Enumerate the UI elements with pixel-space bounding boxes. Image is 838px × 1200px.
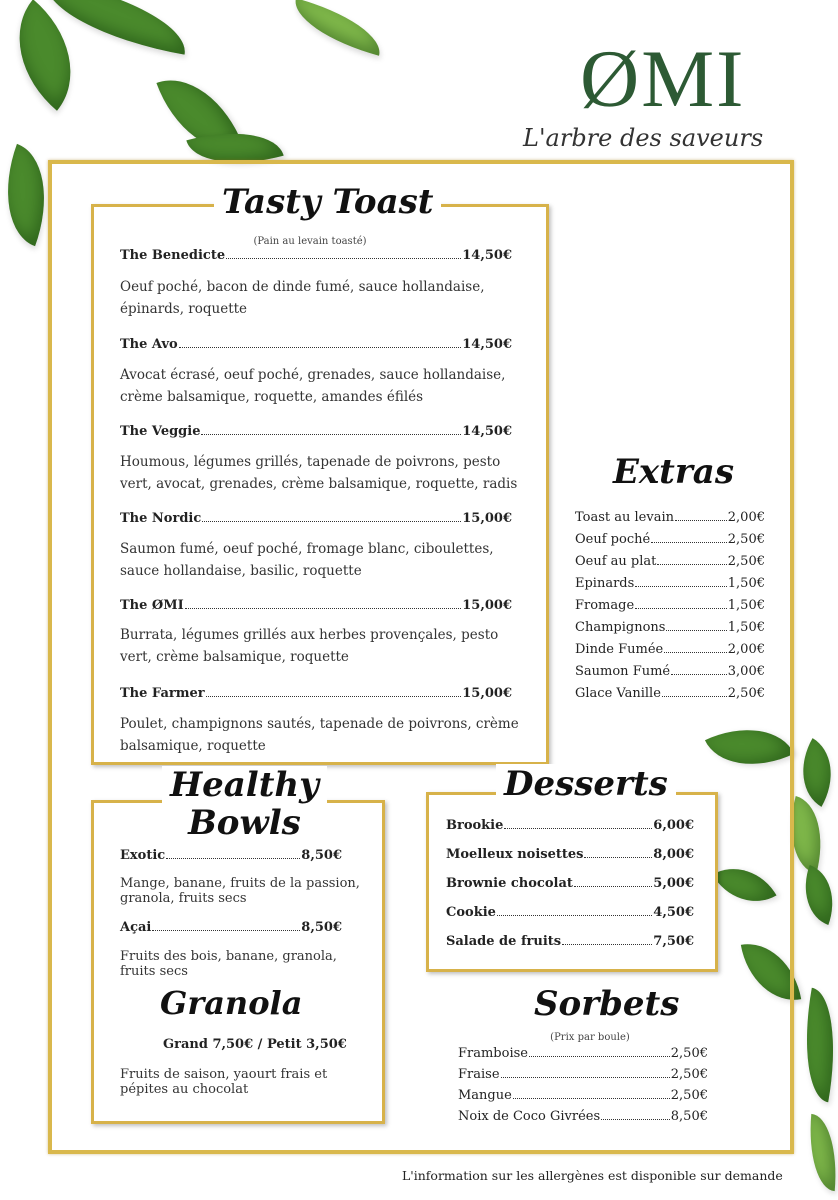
sorbets-subtitle: (Prix par boule) (550, 1032, 630, 1043)
sorbet-item (458, 1088, 708, 1103)
desc-line: épinards, roquette (120, 301, 248, 317)
desserts-title: Desserts (496, 764, 676, 804)
item-description (120, 713, 519, 757)
extra-item (575, 664, 765, 679)
dot-leader (671, 664, 727, 675)
item-price: 2,50€ (727, 686, 765, 701)
item-name: Fraise (458, 1067, 500, 1082)
dot-leader (501, 1067, 670, 1078)
menu-item (120, 848, 342, 863)
dot-leader (202, 511, 461, 522)
item-price: 2,00€ (727, 642, 765, 657)
dot-leader (657, 554, 726, 565)
item-price: 2,00€ (727, 510, 765, 525)
dot-leader (497, 905, 652, 916)
item-price: 3,00€ (727, 664, 765, 679)
sorbet-item (458, 1109, 708, 1124)
item-description (120, 364, 505, 408)
desc-line: sauce hollandaise, basilic, roquette (120, 563, 362, 579)
healthy-bowls-title (162, 766, 327, 842)
sorbet-item (458, 1046, 708, 1061)
dessert-item (446, 934, 694, 949)
item-name: Toast au levain (575, 510, 674, 525)
dot-leader (179, 337, 462, 348)
granola-sizes: Grand 7,50€ / Petit 3,50€ (163, 1037, 347, 1052)
item-price: 5,00€ (653, 876, 694, 891)
item-price: 2,50€ (670, 1046, 708, 1061)
item-name: Fromage (575, 598, 635, 613)
item-description (120, 876, 360, 906)
desc-line: Fruits de saison, yaourt frais et (120, 1067, 328, 1082)
dot-leader (574, 876, 652, 887)
dot-leader (666, 620, 726, 631)
item-price: 8,50€ (670, 1109, 708, 1124)
menu-item (120, 598, 512, 613)
dessert-item (446, 818, 694, 833)
item-description (120, 949, 337, 979)
item-price: 2,50€ (670, 1088, 708, 1103)
dot-leader (504, 818, 652, 829)
dot-leader (152, 920, 300, 931)
dot-leader (185, 598, 462, 609)
desc-line: Mange, banane, fruits de la passion, (120, 876, 360, 891)
extra-item (575, 554, 765, 569)
item-name: The Avo (120, 337, 178, 352)
extra-item (575, 642, 765, 657)
leaf-decoration (793, 865, 838, 925)
item-price: 2,50€ (670, 1067, 708, 1082)
dot-leader (664, 642, 727, 653)
item-price: 8,50€ (301, 920, 342, 935)
dot-leader (635, 598, 727, 609)
item-name: Epinards (575, 576, 635, 591)
desc-line: crème balsamique, roquette, amandes éfilés (120, 389, 424, 405)
dot-leader (651, 532, 727, 543)
dessert-item (446, 847, 694, 862)
brand-logo: ØMI (580, 33, 746, 124)
item-name: Cookie (446, 905, 496, 920)
granola-description (120, 1067, 327, 1097)
leaf-decoration (287, 0, 388, 56)
item-price: 7,50€ (653, 934, 694, 949)
desc-line: Houmous, légumes grillés, tapenade de poivrons, pesto (120, 454, 501, 470)
item-description (120, 538, 494, 582)
title-line: Healthy (170, 765, 319, 805)
item-name: The Farmer (120, 686, 205, 701)
dot-leader (226, 248, 461, 259)
item-price: 15,00€ (462, 598, 512, 613)
item-name: Moelleux noisettes (446, 847, 584, 862)
tasty-toast-title: Tasty Toast (214, 182, 441, 222)
desc-line: Oeuf poché, bacon de dinde fumé, sauce hollandaise, (120, 279, 485, 295)
menu-item (120, 511, 512, 526)
extra-item (575, 510, 765, 525)
extra-item (575, 576, 765, 591)
item-price: 14,50€ (462, 337, 512, 352)
desc-line: Saumon fumé, oeuf poché, fromage blanc, ciboulettes, (120, 541, 494, 557)
item-price: 14,50€ (462, 424, 512, 439)
item-name: The ØMI (120, 598, 184, 613)
item-name: Açai (120, 920, 152, 935)
item-name: Champignons (575, 620, 666, 635)
extras-title: Extras (605, 452, 742, 492)
dot-leader (635, 576, 726, 587)
item-name: Brookie (446, 818, 504, 833)
dessert-item (446, 905, 694, 920)
dot-leader (166, 848, 300, 859)
item-price: 4,50€ (653, 905, 694, 920)
extra-item (575, 620, 765, 635)
dot-leader (601, 1109, 670, 1120)
item-name: Noix de Coco Givrées (458, 1109, 601, 1124)
item-price: 15,00€ (462, 511, 512, 526)
item-name: Framboise (458, 1046, 528, 1061)
item-price: 14,50€ (462, 248, 512, 263)
dot-leader (675, 510, 727, 521)
item-price: 2,50€ (727, 554, 765, 569)
desc-line: Avocat écrasé, oeuf poché, grenades, sauce hollandaise, (120, 367, 506, 383)
dot-leader (513, 1088, 670, 1099)
granola-title: Granola (160, 984, 303, 1022)
item-price: 6,00€ (653, 818, 694, 833)
sorbet-item (458, 1067, 708, 1082)
menu-item (120, 337, 512, 352)
item-name: Glace Vanille (575, 686, 661, 701)
item-price: 8,50€ (301, 848, 342, 863)
menu-item (120, 248, 512, 263)
desc-line: pépites au chocolat (120, 1082, 249, 1097)
desc-line: Fruits des bois, banane, granola, (120, 949, 337, 964)
item-description (120, 451, 517, 495)
item-price: 8,00€ (653, 847, 694, 862)
item-name: The Nordic (120, 511, 202, 526)
leaf-decoration (805, 1114, 838, 1191)
menu-item (120, 920, 342, 935)
item-name: Saumon Fumé (575, 664, 671, 679)
item-price: 1,50€ (727, 576, 765, 591)
dessert-item (446, 876, 694, 891)
item-description (120, 276, 485, 320)
item-name: The Benedicte (120, 248, 226, 263)
leaf-decoration (793, 988, 838, 1103)
item-name: The Veggie (120, 424, 201, 439)
item-price: 15,00€ (462, 686, 512, 701)
item-price: 2,50€ (727, 532, 765, 547)
item-price: 1,50€ (727, 620, 765, 635)
extra-item (575, 686, 765, 701)
item-name: Exotic (120, 848, 166, 863)
menu-item (120, 686, 512, 701)
tasty-toast-subtitle: (Pain au levain toasté) (253, 236, 367, 247)
sorbets-title: Sorbets (526, 984, 687, 1024)
item-name: Mangue (458, 1088, 512, 1103)
item-name: Brownie chocolat (446, 876, 573, 891)
desc-line: balsamique, roquette (120, 738, 266, 754)
menu-item (120, 424, 512, 439)
item-name: Dinde Fumée (575, 642, 664, 657)
brand-tagline: L'arbre des saveurs (523, 124, 764, 152)
item-name: Oeuf au plat (575, 554, 657, 569)
dot-leader (662, 686, 727, 697)
item-price: 1,50€ (727, 598, 765, 613)
desc-line: Burrata, légumes grillés aux herbes provençales, pesto (120, 627, 499, 643)
item-description (120, 624, 498, 668)
extra-item (575, 532, 765, 547)
desc-line: fruits secs (120, 964, 188, 979)
desc-line: Poulet, champignons sautés, tapenade de poivrons, crème (120, 716, 519, 732)
title-line: Bowls (188, 803, 301, 843)
dot-leader (562, 934, 652, 945)
desc-line: vert, avocat, grenades, crème balsamique, roquette, radis (120, 476, 518, 492)
item-name: Oeuf poché (575, 532, 651, 547)
dot-leader (206, 686, 462, 697)
dot-leader (584, 847, 652, 858)
extra-item (575, 598, 765, 613)
desc-line: vert, crème balsamique, roquette (120, 649, 349, 665)
dot-leader (201, 424, 461, 435)
desc-line: granola, fruits secs (120, 891, 247, 906)
allergen-note: L'information sur les allergènes est disponible sur demande (402, 1168, 783, 1183)
dot-leader (529, 1046, 670, 1057)
item-name: Salade de fruits (446, 934, 562, 949)
